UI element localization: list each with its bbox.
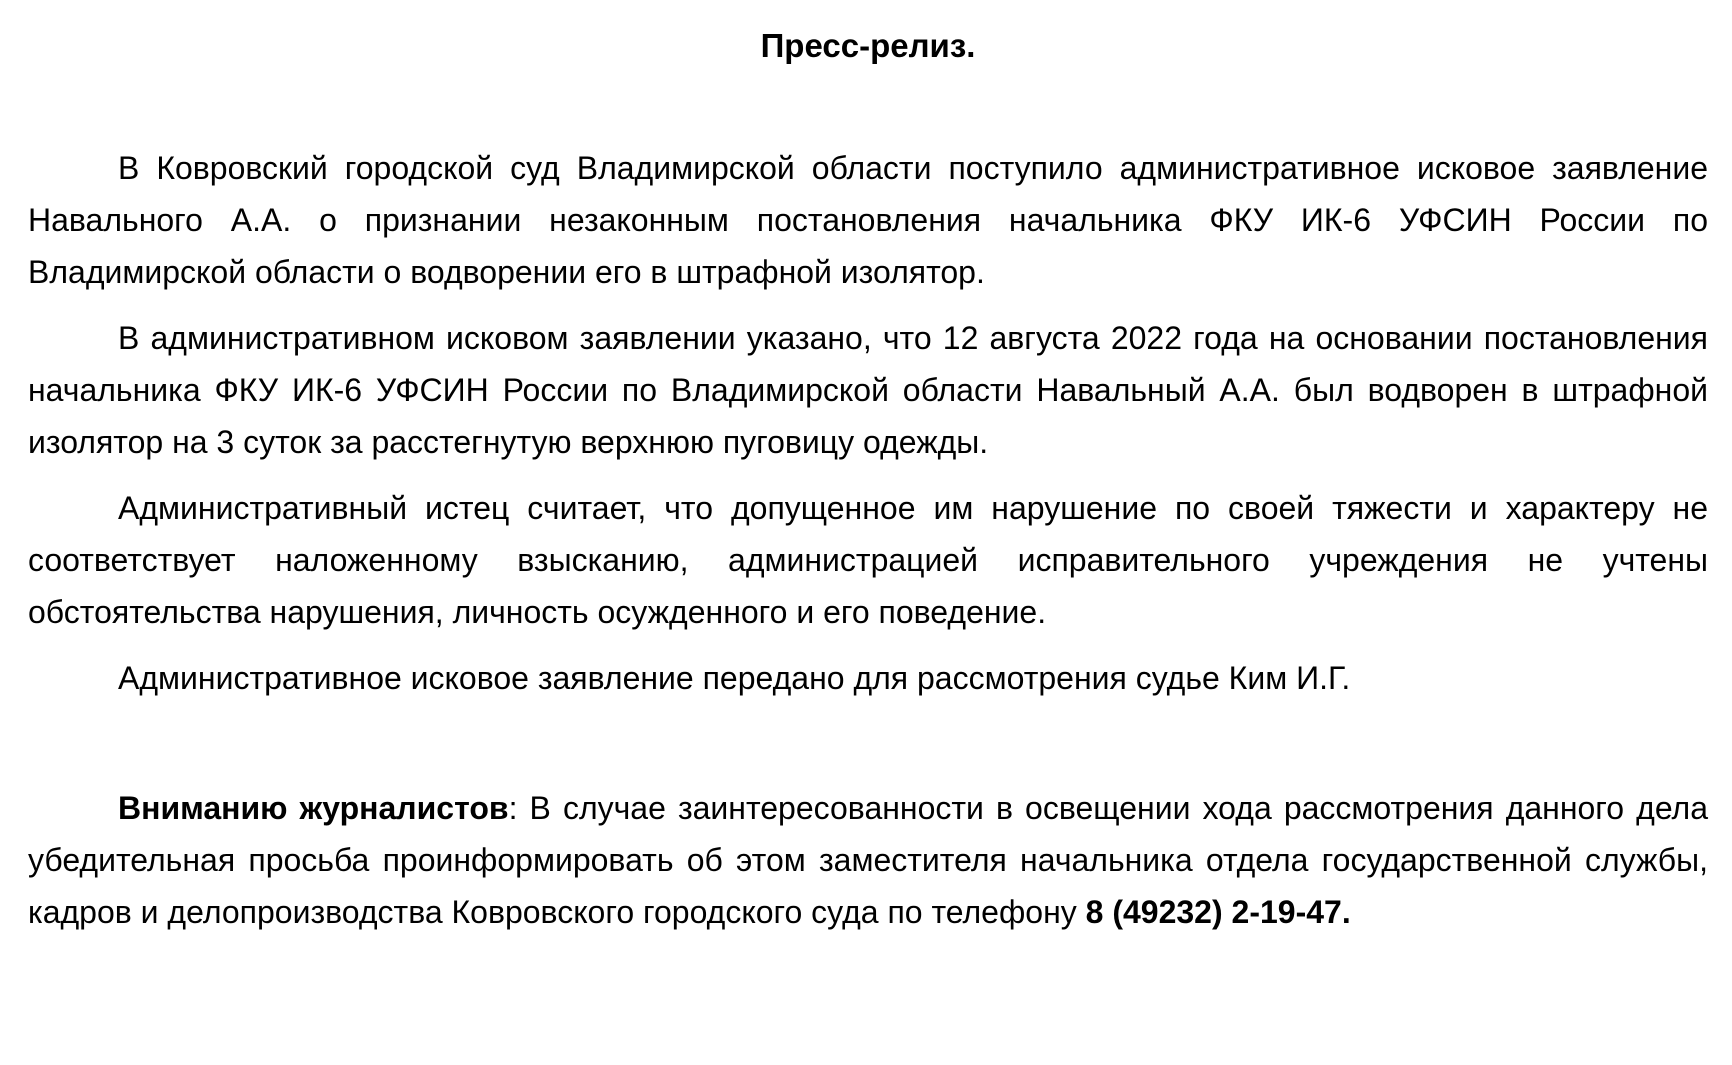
- notice-phone-number: 8 (49232) 2-19-47.: [1085, 894, 1351, 930]
- press-release-paragraph-2: В административном исковом заявлении указано, что 12 августа 2022 года на основании постановления начальника ФКУ ИК-6 УФСИН России по Владимирской области Навальный А.А. был водворен в штрафной изолятор на 3 суток за расстегнутую верхнюю пуговицу одежды.: [28, 320, 1708, 460]
- press-release-paragraph-4: Административное исковое заявление передано для рассмотрения судье Ким И.Г.: [118, 660, 1351, 696]
- journalists-notice-paragraph: [28, 782, 1708, 938]
- press-release-paragraph-1: В Ковровский городской суд Владимирской области поступило административное исковое заявление Навального А.А. о признании незаконным постановления начальника ФКУ ИК-6 УФСИН России по Владимирской области о водворении его в штрафной изолятор.: [28, 150, 1708, 290]
- document-title: Пресс-релиз.: [760, 27, 976, 64]
- notice-separator: :: [508, 790, 530, 826]
- notice-body-text: В случае заинтересованности в освещении хода рассмотрения данного дела убедительная просьба проинформировать об этом заместителя начальника отдела государственной службы, кадров и делопроизводства Ковровского городского суда по телефону: [28, 790, 1709, 930]
- document-body: [28, 142, 1708, 938]
- press-release-paragraph-3: Административный истец считает, что допущенное им нарушение по своей тяжести и характеру не соответствует наложенному взысканию, администрацией исправительного учреждения не учтены обстоятельства нарушения, личность осужденного и его поведение.: [28, 490, 1708, 630]
- notice-lead-bold: Вниманию журналистов: [118, 790, 509, 826]
